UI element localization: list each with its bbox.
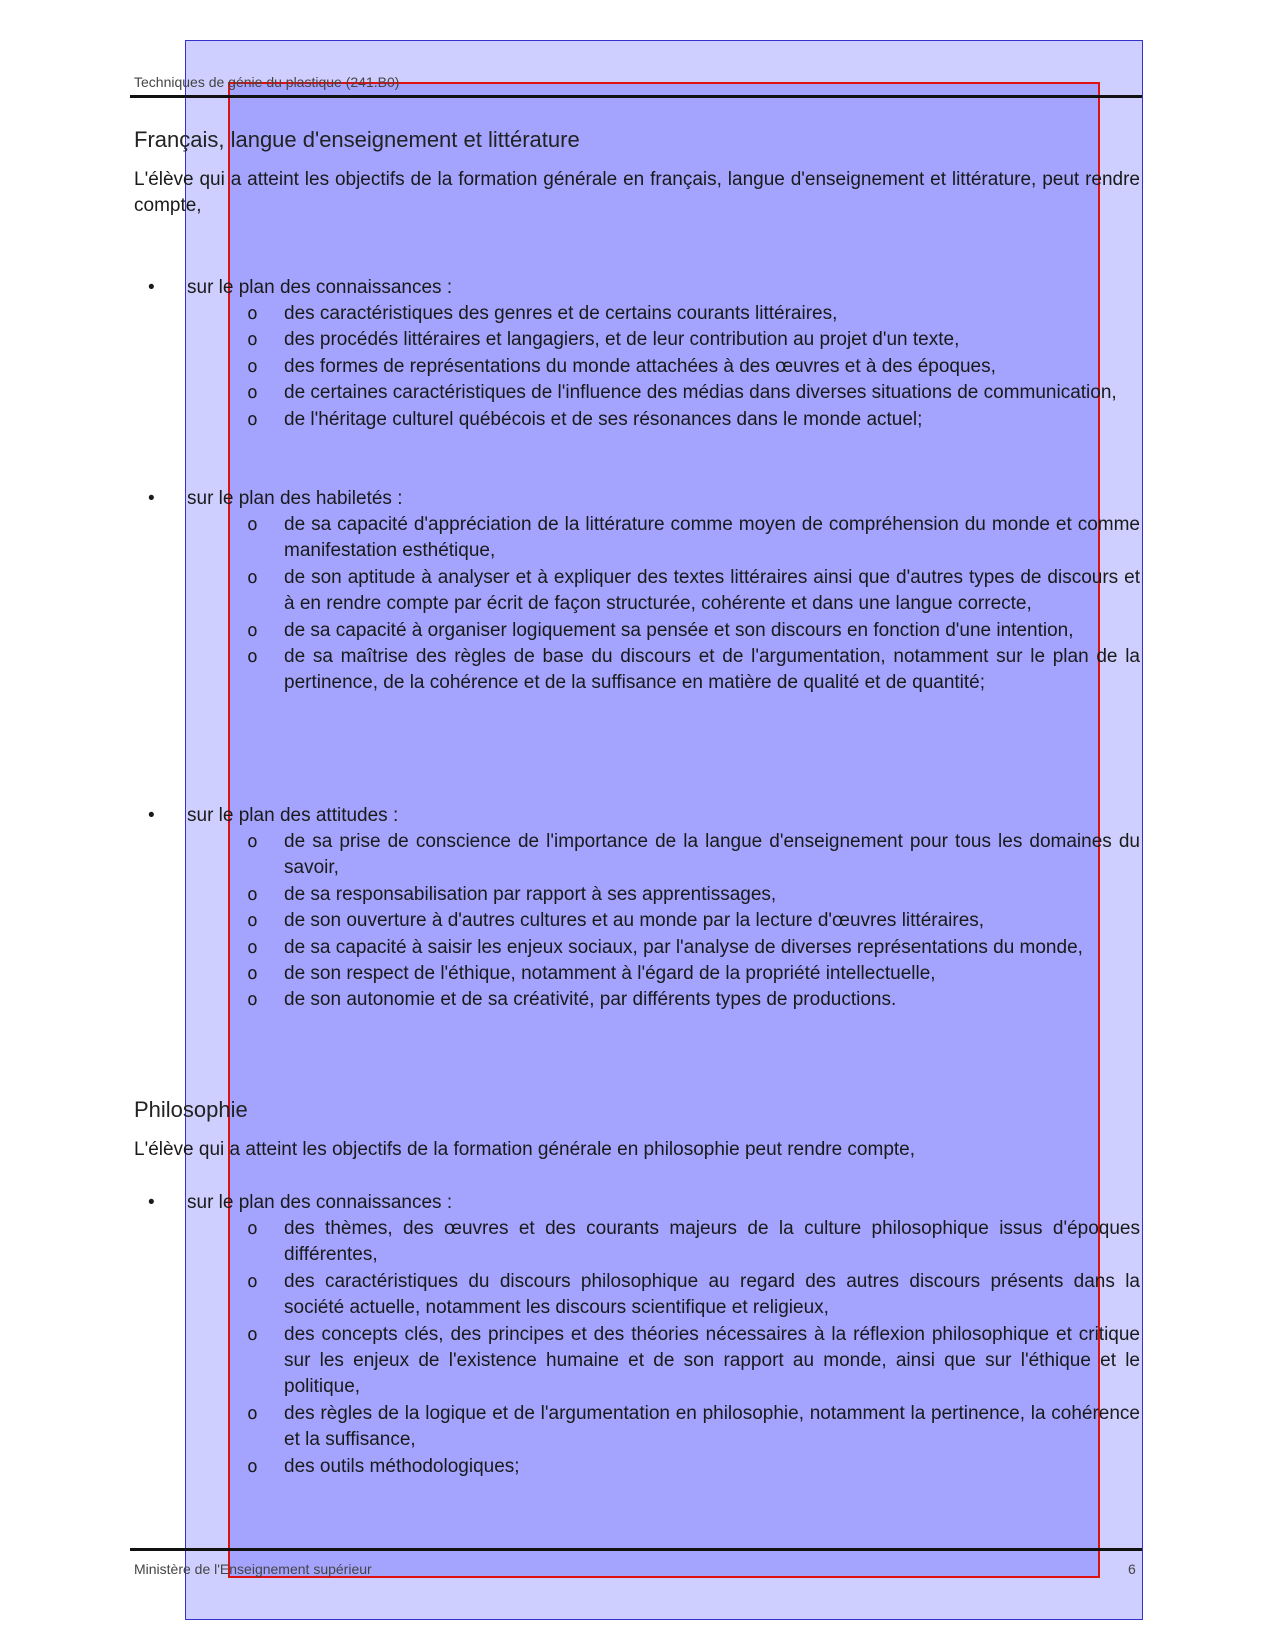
group-label-text: sur le plan des connaissances :	[187, 277, 453, 298]
circle-bullet-icon: o	[247, 963, 258, 985]
list-item: o de son aptitude à analyser et à expliquer des textes littéraires ainsi que d'autres types de discours et à en rendre compte par écrit de façon structurée, cohérente et dans une langue correcte,	[247, 566, 1140, 615]
section-heading: Français, langue d'enseignement et littérature	[134, 127, 580, 152]
list-item: o de son autonomie et de sa créativité, par différents types de productions.	[134, 987, 1140, 1013]
bullet-icon: •	[148, 277, 155, 298]
sub-list	[134, 829, 1140, 1014]
list-item: o des procédés littéraires et langagiers, et de leur contribution au projet d'un texte,	[134, 327, 1140, 353]
sub-list	[134, 1216, 1140, 1480]
bullet-icon: •	[148, 488, 155, 509]
list-item: o de sa capacité à saisir les enjeux sociaux, par l'analyse de diverses représentations du monde,	[134, 935, 1140, 961]
circle-bullet-icon: o	[247, 619, 258, 641]
circle-bullet-icon: o	[247, 910, 258, 932]
circle-bullet-icon: o	[247, 514, 258, 535]
header-rule	[130, 95, 1142, 98]
running-footer: Ministère de l'Enseignement supérieur	[134, 1561, 372, 1577]
circle-bullet-icon: o	[247, 1218, 258, 1239]
list-item: o de sa responsabilisation par rapport à ses apprentissages,	[134, 882, 1140, 908]
list-item: o des concepts clés, des principes et des théories nécessaires à la réflexion philosophique et critique sur les enjeux de l'existence humaine et de son rapport au monde, ainsi que sur l'éthique et le politique,	[247, 1323, 1140, 1398]
page-number: 6	[1128, 1561, 1136, 1577]
group-label-text: sur le plan des connaissances :	[187, 1192, 453, 1213]
list-item: o des thèmes, des œuvres et des courants majeurs de la culture philosophique issus d'époques différentes,	[247, 1218, 1140, 1266]
list-item: o de sa capacité d'appréciation de la littérature comme moyen de compréhension du monde et comme manifestation esthétique,	[247, 514, 1140, 562]
running-header: Techniques de génie du plastique (241.B0)	[134, 74, 400, 90]
bullet-group-label	[134, 486, 1140, 512]
list-item: o de son respect de l'éthique, notamment à l'égard de la propriété intellectuelle,	[134, 961, 1140, 987]
circle-bullet-icon: o	[247, 646, 258, 668]
circle-bullet-icon: o	[247, 355, 258, 377]
list-item: o des règles de la logique et de l'argumentation en philosophie, notamment la pertinence, la cohérence et la suffisance,	[247, 1402, 1140, 1451]
circle-bullet-icon: o	[247, 1455, 258, 1477]
list-item: o de sa prise de conscience de l'importance de la langue d'enseignement pour tous les domaines du savoir,	[247, 831, 1140, 879]
circle-bullet-icon: o	[247, 831, 258, 852]
circle-bullet-icon: o	[247, 1402, 258, 1424]
bullet-group-label	[134, 275, 1140, 301]
circle-bullet-icon: o	[247, 382, 258, 404]
list-item: o des caractéristiques des genres et de certains courants littéraires,	[134, 301, 1140, 327]
list-item: o des caractéristiques du discours philosophique au regard des autres discours présents dans la société actuelle, notamment les discours scientifique et religieux,	[247, 1270, 1140, 1319]
list-item: o des outils méthodologiques;	[134, 1454, 1140, 1480]
bullet-group	[134, 1190, 1140, 1480]
circle-bullet-icon: o	[247, 566, 258, 588]
circle-bullet-icon: o	[247, 408, 258, 430]
bullet-group	[134, 275, 1140, 433]
group-label-text: sur le plan des habiletés :	[187, 488, 403, 509]
circle-bullet-icon: o	[247, 1270, 258, 1292]
circle-bullet-icon: o	[247, 936, 258, 958]
section-intro: L'élève qui a atteint les objectifs de la formation générale en philosophie peut rendre compte,	[134, 1139, 916, 1160]
bullet-icon: •	[148, 1192, 155, 1213]
bullet-icon: •	[148, 805, 155, 826]
circle-bullet-icon: o	[247, 883, 258, 905]
list-item: o des formes de représentations du monde attachées à des œuvres et à des époques,	[134, 354, 1140, 380]
bullet-group-label	[134, 803, 1140, 829]
circle-bullet-icon: o	[247, 329, 258, 351]
list-item: o de son ouverture à d'autres cultures et au monde par la lecture d'œuvres littéraires,	[134, 908, 1140, 934]
list-item: o de l'héritage culturel québécois et de ses résonances dans le monde actuel;	[134, 407, 1140, 433]
footer-rule	[130, 1548, 1142, 1551]
circle-bullet-icon: o	[247, 989, 258, 1011]
bullet-group	[134, 803, 1140, 1014]
group-label-text: sur le plan des attitudes :	[187, 805, 399, 826]
bullet-group-label	[134, 1190, 1140, 1216]
list-item: o de certaines caractéristiques de l'influence des médias dans diverses situations de communication,	[134, 380, 1140, 406]
section-intro: L'élève qui a atteint les objectifs de la formation générale en français, langue d'enseignement et littérature, peut rendre compte,	[134, 169, 1140, 216]
bullet-group	[134, 486, 1140, 697]
sub-list	[134, 512, 1140, 697]
circle-bullet-icon: o	[247, 1323, 258, 1345]
list-item: o de sa capacité à organiser logiquement sa pensée et son discours en fonction d'une intention,	[134, 618, 1140, 644]
section-heading: Philosophie	[134, 1097, 248, 1122]
circle-bullet-icon: o	[247, 303, 258, 324]
list-item: o de sa maîtrise des règles de base du discours et de l'argumentation, notamment sur le plan de la pertinence, de la cohérence et de la suffisance en matière de qualité et de quantité;	[247, 646, 1140, 694]
sub-list	[134, 301, 1140, 433]
